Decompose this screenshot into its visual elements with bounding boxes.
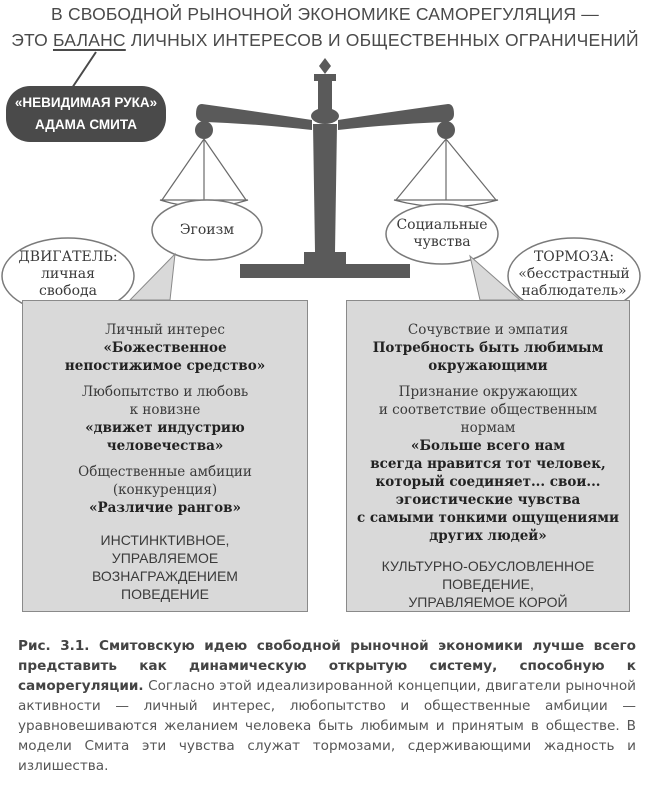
left-footer-line-3: ВОЗНАГРАЖДЕНИЕМ xyxy=(92,568,238,584)
callout-line-1: «НЕВИДИМАЯ РУКА» xyxy=(14,95,158,110)
right-bubble-line-3: наблюдатель» xyxy=(521,283,627,299)
right-g1-bold-2: окружающими xyxy=(428,358,548,374)
left-g2-bold-2: человечества» xyxy=(106,438,224,454)
left-panel-footer xyxy=(23,531,307,603)
left-pan-strings xyxy=(160,139,248,207)
left-g1-bold-1: «Божественное xyxy=(103,340,227,356)
caption-bold: Рис. 3.1. Смитовскую идею свободной рыночной экономики лучше всего представить как динамическую открытую систему, способную к саморегуляции. xyxy=(18,638,636,694)
left-group-ambition xyxy=(23,463,307,517)
left-group-curiosity xyxy=(23,383,307,455)
right-footer-line-1: КУЛЬТУРНО-ОБУСЛОВЛЕННОЕ xyxy=(381,558,595,574)
right-footer-line-2: ПОВЕДЕНИЕ, xyxy=(442,576,534,592)
left-g1-line: Личный интерес xyxy=(105,322,225,338)
left-g2-line-1: Любопытство и любовь xyxy=(81,384,249,400)
left-footer-line-4: ПОВЕДЕНИЕ xyxy=(121,586,209,602)
right-pan-label-line-2: чувства xyxy=(413,234,471,250)
scale-post xyxy=(240,58,410,278)
left-bubble-line-3: свобода xyxy=(39,283,97,299)
left-g3-line-2: (конкуренция) xyxy=(112,482,218,498)
right-bubble-label xyxy=(510,249,638,300)
figure-caption xyxy=(18,636,636,776)
title-line-1: В СВОБОДНОЙ РЫНОЧНОЙ ЭКОНОМИКЕ САМОРЕГУЛЯЦИЯ — xyxy=(51,4,599,24)
right-g2-line-3: нормам xyxy=(460,420,516,436)
callout-pointer-line xyxy=(72,52,96,88)
right-pan-label-line-1: Социальные xyxy=(396,217,488,233)
right-pan-label xyxy=(386,217,498,251)
left-bubble-line-2: личная xyxy=(41,266,95,282)
right-g2-line-2: и соответствие общественным xyxy=(378,402,598,418)
title-line-2-suffix: ЛИЧНЫХ ИНТЕРЕСОВ И ОБЩЕСТВЕННЫХ ОГРАНИЧЕНИЙ xyxy=(125,30,639,50)
right-quote xyxy=(347,437,629,545)
right-quote-line-5: с самыми тонкими ощущениями xyxy=(356,510,620,526)
invisible-hand-callout xyxy=(6,86,166,142)
left-g2-line-2: к новизне xyxy=(129,402,201,418)
right-quote-line-2: всегда нравится тот человек, xyxy=(370,456,606,472)
left-panel xyxy=(22,300,308,612)
left-g3-line-1: Общественные амбиции xyxy=(78,464,252,480)
right-footer-line-3: УПРАВЛЯЕМОЕ КОРОЙ xyxy=(408,594,568,610)
right-quote-line-3: который соединяет... свои... xyxy=(375,474,601,490)
right-quote-line-6: других людей» xyxy=(429,528,547,544)
left-panel-connector xyxy=(130,254,175,300)
right-g1-line: Сочувствие и эмпатия xyxy=(407,322,569,338)
left-g3-bold-1: «Различие рангов» xyxy=(89,500,241,516)
left-g1-bold-2: непостижимое средство» xyxy=(64,358,266,374)
right-quote-line-4: эгоистические чувства xyxy=(395,492,581,508)
right-bubble-line-2: «бесстрастный xyxy=(518,266,630,282)
right-quote-line-1: «Больше всего нам xyxy=(411,438,565,454)
left-footer-line-1: ИНСТИНКТИВНОЕ, xyxy=(100,532,230,548)
right-g1-bold-1: Потребность быть любимым xyxy=(372,340,604,356)
left-bubble-line-1: ДВИГАТЕЛЬ: xyxy=(18,249,118,265)
right-bubble-line-1: ТОРМОЗА: xyxy=(533,249,615,265)
left-g2-bold-1: «движет индустрию xyxy=(85,420,245,436)
right-group-recognition xyxy=(347,383,629,437)
title-emphasis-balance: БАЛАНС xyxy=(52,30,126,50)
left-group-personal-interest xyxy=(23,321,307,375)
right-pan-strings xyxy=(394,139,498,207)
left-pan-label: Эгоизм xyxy=(179,222,235,238)
left-bubble-label xyxy=(4,249,132,300)
right-panel-footer xyxy=(347,557,629,611)
callout-line-2: АДАМА СМИТА xyxy=(34,117,138,132)
right-panel xyxy=(346,300,630,612)
right-group-sympathy xyxy=(347,321,629,375)
right-g2-line-1: Признание окружающих xyxy=(398,384,578,400)
caption-text: Согласно этой идеализированной концепции, двигатели рыночной активности — личный интерес, любопытство и общественные амбиции — уравновешиваются желанием человека быть любимым и принятым в обществе. В модели Смита эти чувства служат тормозами, сдерживающими жадность и излишества. xyxy=(18,678,636,774)
title-line-2-prefix: ЭТО xyxy=(11,30,53,50)
left-footer-line-2: УПРАВЛЯЕМОЕ xyxy=(111,550,219,566)
